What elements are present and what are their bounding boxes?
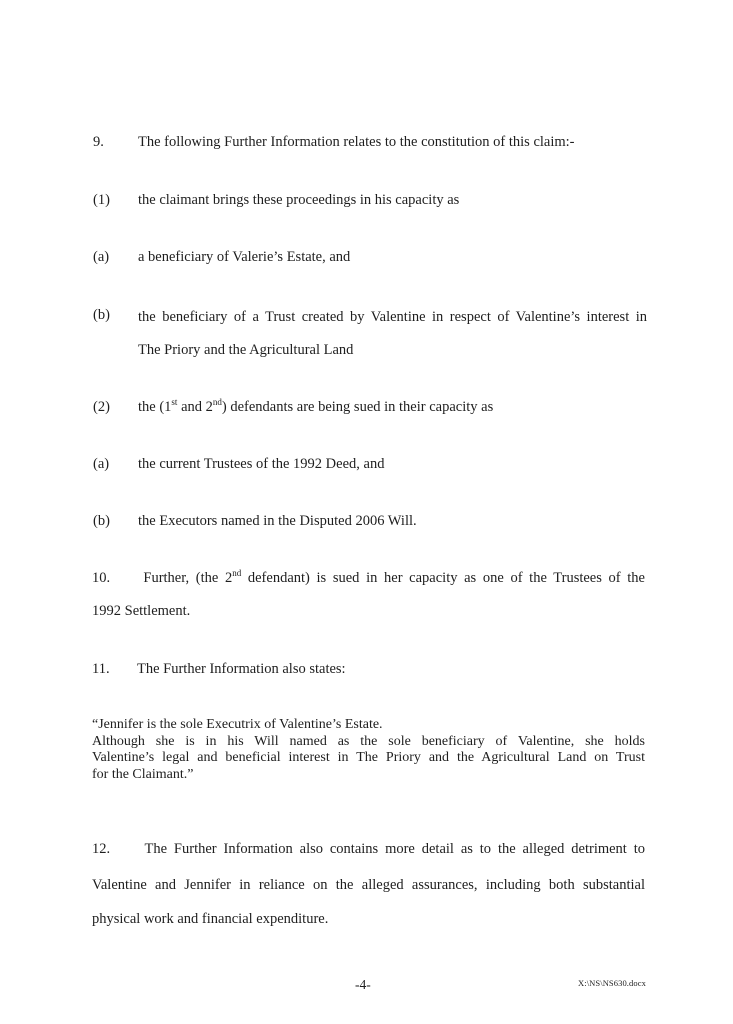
- para9-item1b-line2: The Priory and the Agricultural Land: [138, 342, 354, 358]
- superscript-nd: nd: [212, 397, 222, 408]
- para9-item1a-text: a beneficiary of Valerie’s Estate, and: [138, 249, 351, 265]
- para10-line2: 1992 Settlement.: [92, 603, 191, 619]
- para12-line1: 12. The Further Information also contains more detail as to the alleged detriment to: [92, 841, 645, 857]
- page-number: -4-: [355, 977, 371, 992]
- para12-line2: Valentine and Jennifer in reliance on the alleged assurances, including both substantial: [92, 877, 645, 893]
- para9-item2b-text: the Executors named in the Disputed 2006 Will.: [138, 513, 417, 529]
- quoted-passage: [92, 717, 645, 783]
- para11-text: The Further Information also states:: [137, 661, 346, 677]
- para11-number: 11.: [92, 661, 110, 677]
- quote-line: for the Claimant.”: [92, 766, 194, 782]
- para10-number: 10.: [92, 570, 111, 586]
- para9-item2-text: the (1st and 2nd) defendants are being sued in their capacity as: [138, 397, 494, 415]
- quote-line: “Jennifer is the sole Executrix of Valentine’s Estate.: [92, 717, 383, 732]
- para9-item2a-number: (a): [93, 456, 110, 472]
- para9-number: 9.: [93, 134, 104, 150]
- quote-line: Although she is in his Will named as the sole beneficiary of Valentine, she holds: [92, 733, 645, 749]
- para9-item1a-number: (a): [93, 249, 110, 265]
- quote-line: Valentine’s legal and beneficial interest in The Priory and the Agricultural Land on Trust: [92, 750, 645, 765]
- document-reference: X:\NS\NS630.docx: [578, 978, 646, 988]
- para9-item2a-text: the current Trustees of the 1992 Deed, and: [138, 456, 385, 472]
- para9-item1b-line1: the beneficiary of a Trust created by Valentine in respect of Valentine’s interest in: [138, 309, 647, 325]
- para12-number: 12.: [92, 841, 111, 857]
- para9-item1-text: the claimant brings these proceedings in his capacity as: [138, 192, 460, 208]
- para9-item2-number: (2): [93, 399, 110, 415]
- para12-line3: physical work and financial expenditure.: [92, 911, 329, 927]
- para9-text: The following Further Information relates to the constitution of this claim:-: [138, 134, 575, 150]
- para9-item1-number: (1): [93, 192, 110, 208]
- para10-line1: 10. Further, (the 2nd defendant) is sued in her capacity as one of the Trustees of the: [92, 568, 645, 586]
- para9-item1b-number: (b): [93, 307, 110, 323]
- superscript-nd: nd: [232, 568, 242, 579]
- superscript-st: st: [171, 397, 178, 408]
- para9-item2b-number: (b): [93, 513, 110, 529]
